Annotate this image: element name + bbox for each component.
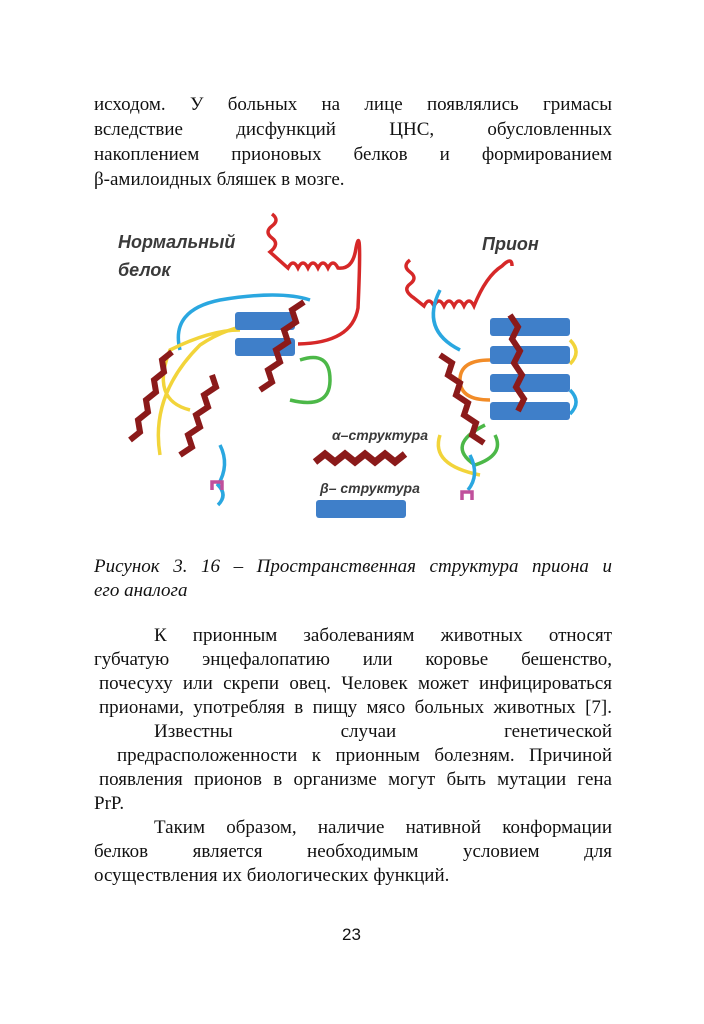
text-line: вследствие дисфункций ЦНС, обусловленных: [94, 119, 612, 140]
page-number: 23: [342, 925, 361, 944]
text-line: β-амилоидных бляшек в мозге.: [94, 169, 345, 190]
caption-line: Рисунок 3. 16 – Пространственная структура приона и: [94, 556, 612, 577]
text-line: предрасположенности к прионным болезням. Причиной: [117, 745, 612, 766]
text-line: исходом. У больных на лице появлялись гримасы: [94, 94, 612, 115]
prion-label: Прион: [482, 234, 539, 254]
prion-structure-figure: [100, 200, 600, 530]
normal-protein-label: Нормальный: [118, 232, 236, 252]
text-line: белков является необходимым условием для: [94, 841, 612, 862]
text-line: накоплением прионовых белков и формированием: [94, 144, 612, 165]
text-line: появления прионов в организме могут быть мутации гена: [99, 769, 612, 790]
text-line: прионами, употребляя в пищу мясо больных животных [7].: [99, 697, 612, 718]
normal-protein-label: белок: [118, 260, 171, 280]
normal-protein-model: [130, 214, 360, 505]
text-line: К прионным заболеваниям животных относят: [154, 625, 612, 646]
text-line: почесуху или скрепи овец. Человек может инфицироваться: [99, 673, 612, 694]
prion-model: [406, 260, 576, 500]
text-line: PrP.: [94, 793, 125, 814]
beta-sheet-legend-icon: [316, 500, 406, 518]
text-line: Известны случаи генетической: [154, 721, 612, 742]
caption-line: его аналога: [94, 580, 188, 601]
beta-structure-label: β– структура: [320, 480, 420, 496]
text-line: губчатую энцефалопатию или коровье бешенство,: [94, 649, 612, 670]
alpha-helix-legend-icon: [315, 454, 405, 462]
alpha-structure-label: α–структура: [332, 427, 428, 443]
text-line: Таким образом, наличие нативной конформации: [154, 817, 612, 838]
text-line: осуществления их биологических функций.: [94, 865, 450, 886]
